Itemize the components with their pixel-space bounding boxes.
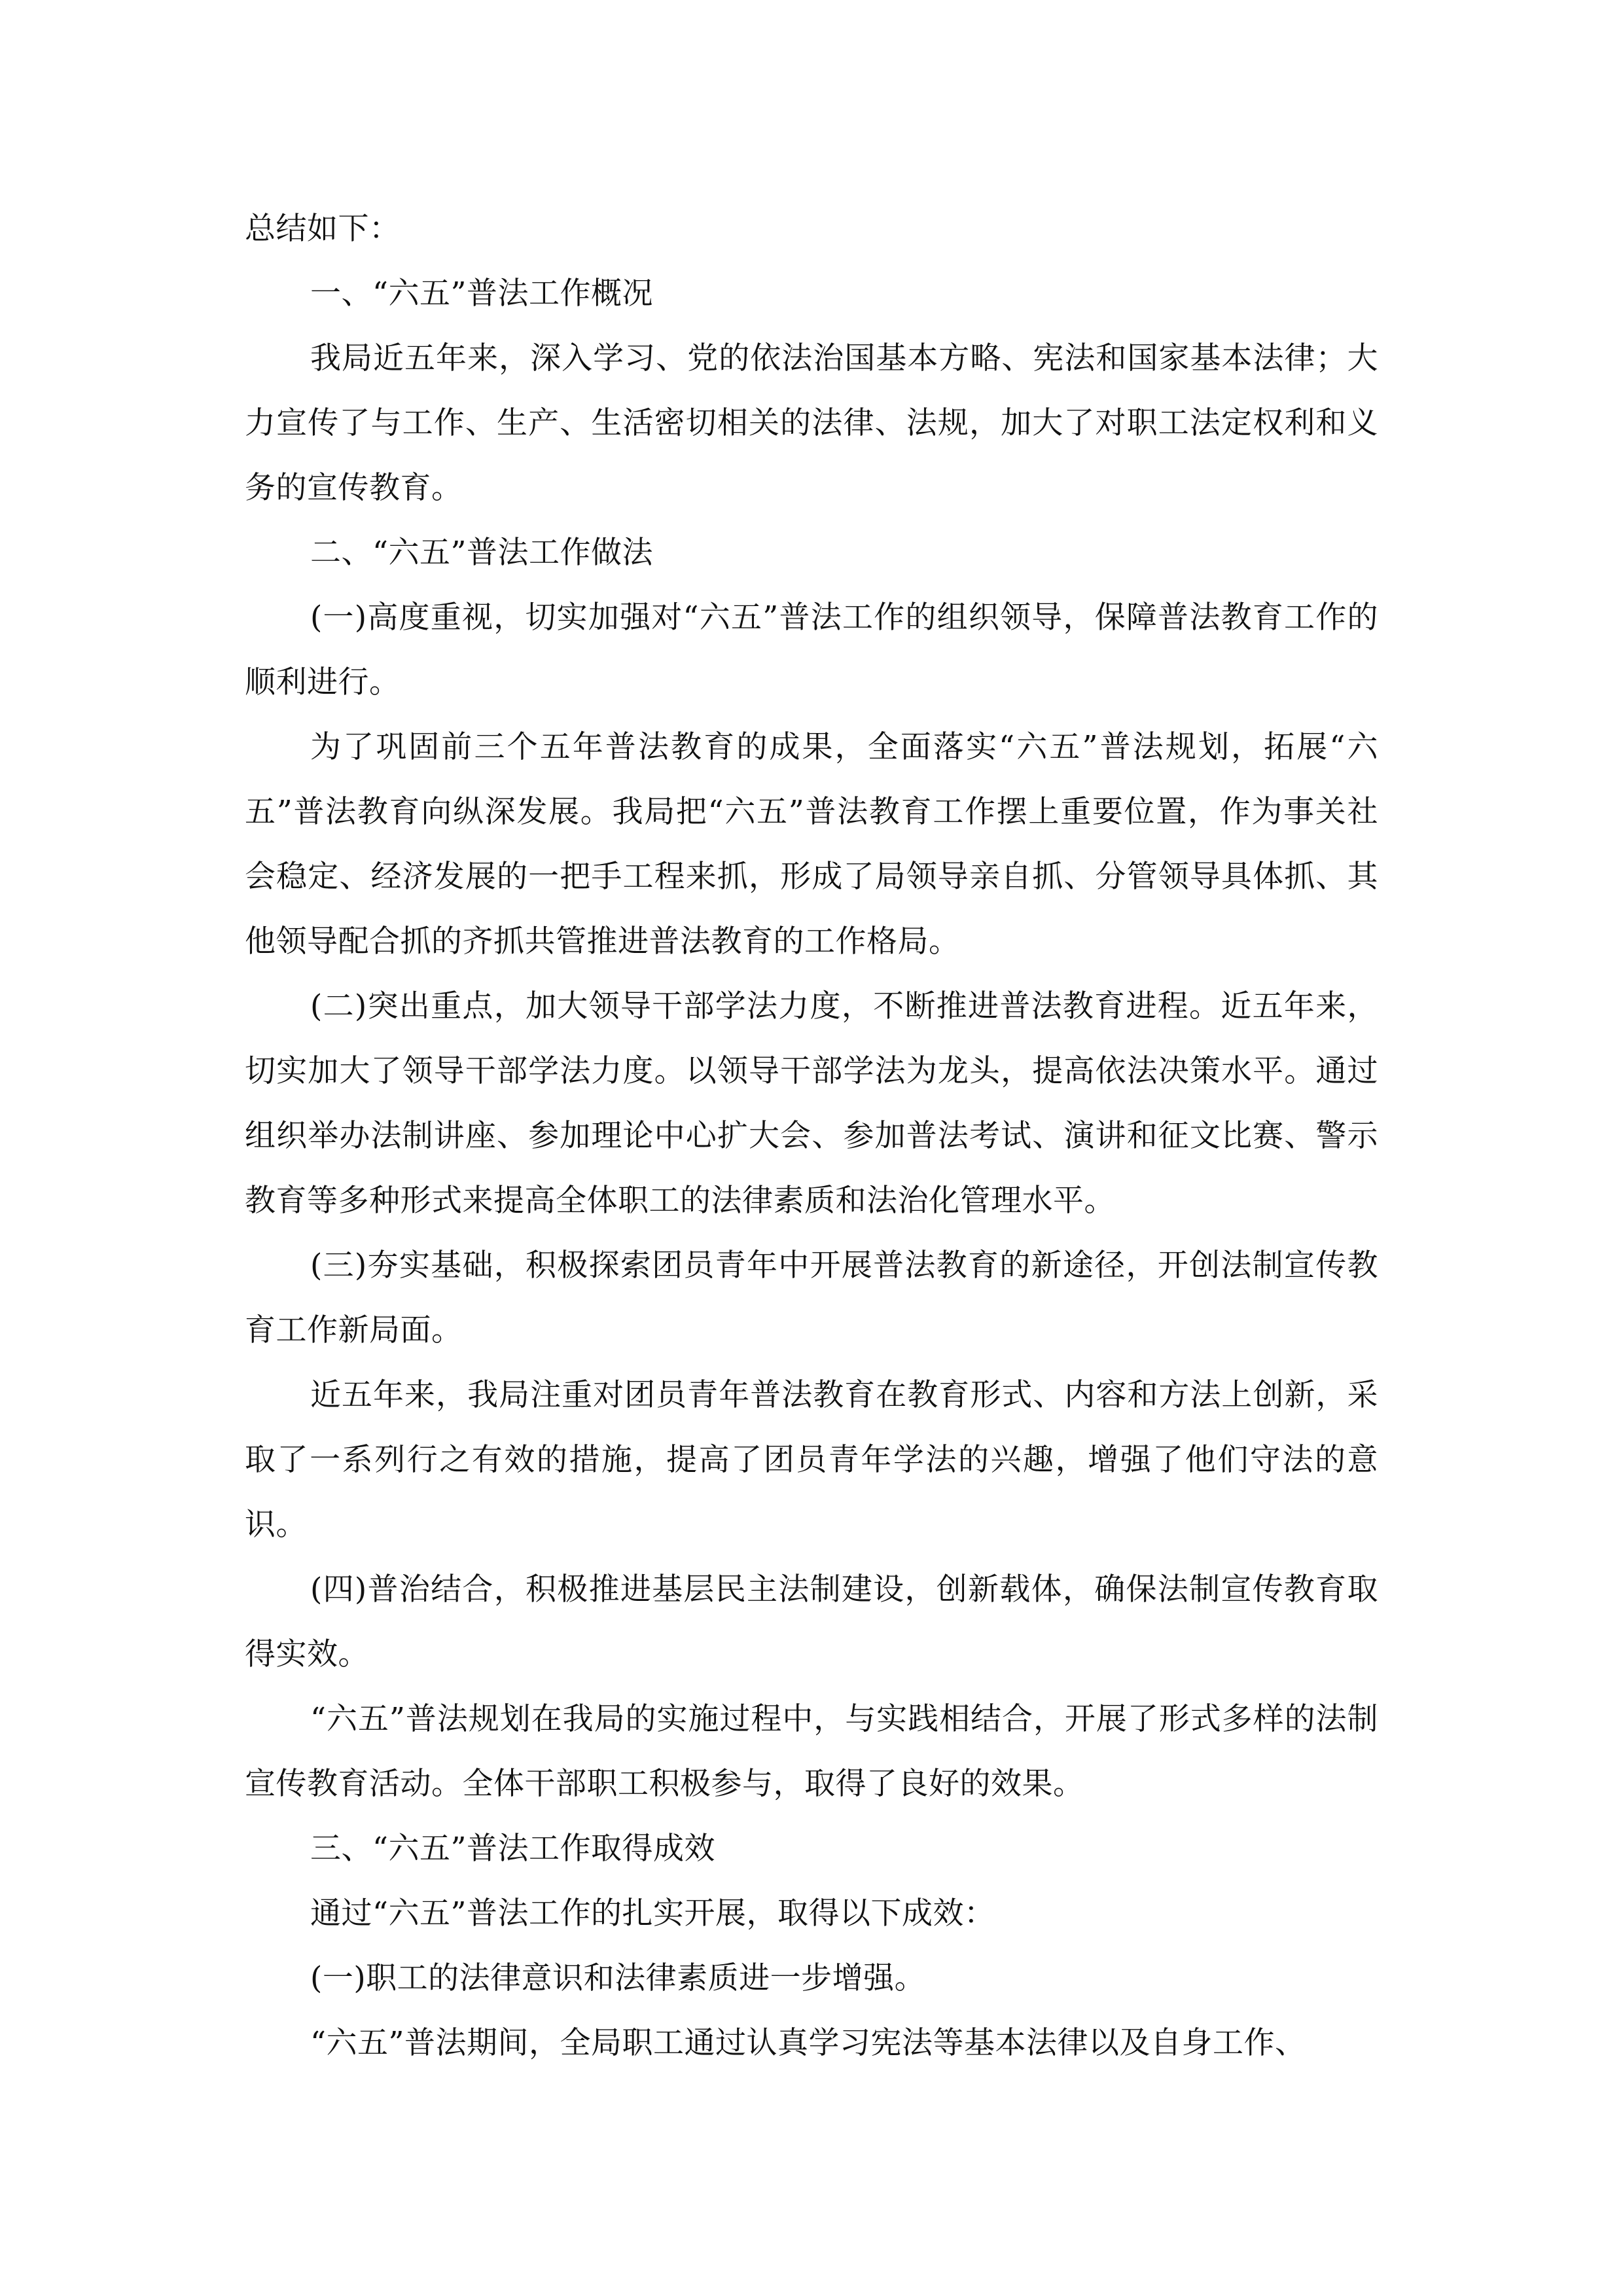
- paragraph: 总结如下：: [245, 211, 401, 247]
- document-body: [245, 196, 1378, 2075]
- paragraph: (一)职工的法律意识和法律素质进一步增强。: [310, 1960, 926, 1996]
- paragraph: 为了巩固前三个五年普法教育的成果，全面落实“六五”普法规划，拓展“六五”普法教育向纵深发展。我局把“六五”普法教育工作摆上重要位置，作为事关社会稳定、经济发展的一把手工程来抓，形成了局领导亲自抓、分管领导具体抓、其他领导配合抓的齐抓共管推进普法教育的工作格局。: [245, 729, 1378, 960]
- paragraph: (四)普治结合，积极推进基层民主法制建设，创新载体，确保法制宣传教育取得实效。: [245, 1571, 1378, 1672]
- paragraph: “六五”普法规划在我局的实施过程中，与实践相结合，开展了形式多样的法制宣传教育活动。全体干部职工积极参与，取得了良好的效果。: [245, 1701, 1378, 1802]
- paragraph: (二)突出重点，加大领导干部学法力度，不断推进普法教育进程。近五年来，切实加大了领导干部学法力度。以领导干部学法为龙头，提高依法决策水平。通过组织举办法制讲座、参加理论中心扩大会、参加普法考试、演讲和征文比赛、警示教育等多种形式来提高全体职工的法律素质和法治化管理水平。: [245, 988, 1378, 1219]
- paragraph: (三)夯实基础，积极探索团员青年中开展普法教育的新途径，开创法制宣传教育工作新局面。: [245, 1247, 1378, 1348]
- paragraph: 通过“六五”普法工作的扎实开展，取得以下成效：: [310, 1895, 995, 1931]
- paragraph: “六五”普法期间，全局职工通过认真学习宪法等基本法律以及自身工作、: [310, 2025, 1306, 2061]
- section-heading: 一、“六五”普法工作概况: [310, 276, 654, 312]
- paragraph: (一)高度重视，切实加强对“六五”普法工作的组织领导，保障普法教育工作的顺利进行。: [245, 600, 1378, 700]
- section-heading: 三、“六五”普法工作取得成效: [310, 1831, 716, 1867]
- paragraph: 近五年来，我局注重对团员青年普法教育在教育形式、内容和方法上创新，采取了一系列行之有效的措施，提高了团员青年学法的兴趣，增强了他们守法的意识。: [245, 1377, 1378, 1543]
- paragraph: 我局近五年来，深入学习、党的依法治国基本方略、宪法和国家基本法律；大力宣传了与工作、生产、生活密切相关的法律、法规，加大了对职工法定权利和义务的宣传教育。: [245, 340, 1378, 506]
- section-heading: 二、“六五”普法工作做法: [310, 535, 654, 571]
